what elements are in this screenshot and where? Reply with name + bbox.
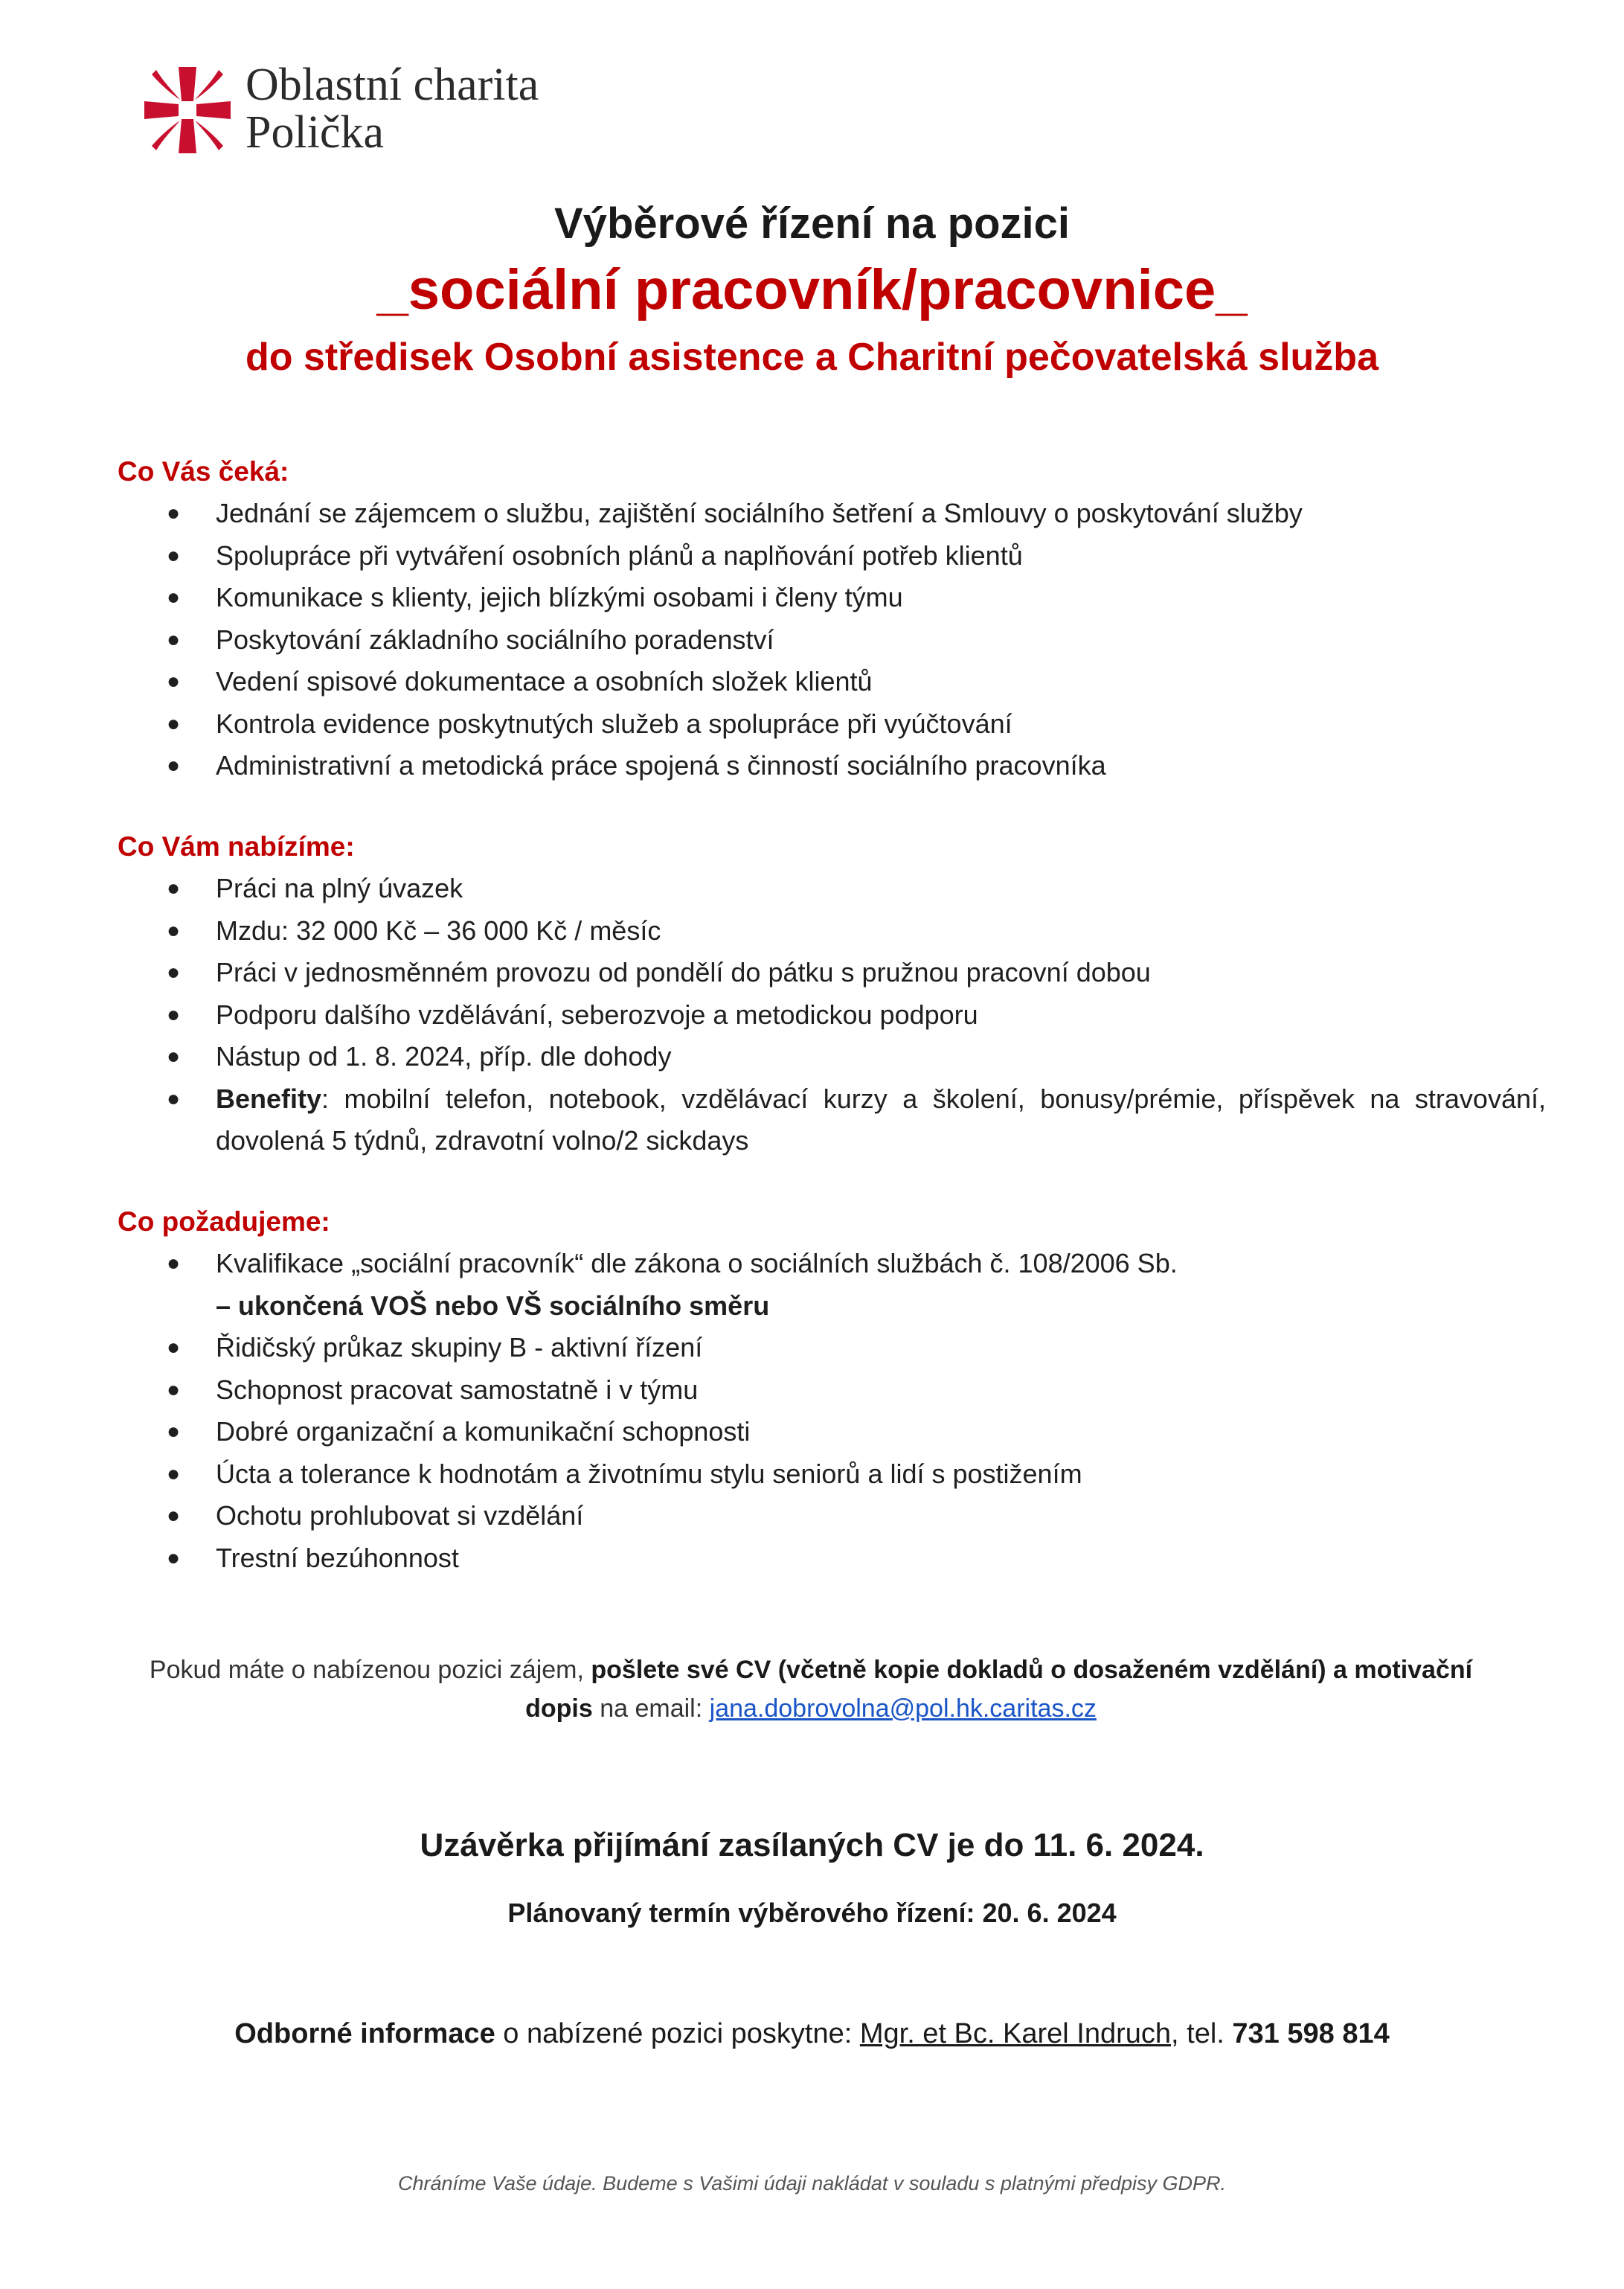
email-link[interactable]: jana.dobrovolna@pol.hk.caritas.cz — [709, 1694, 1097, 1723]
contact-person: Mgr. et Bc. Karel Indruch — [859, 2018, 1172, 2049]
centers-subtitle: do středisek Osobní asistence a Charitní pečovatelská služba — [245, 336, 1379, 379]
bullet-icon: ● — [167, 627, 181, 652]
bullet-icon: ● — [167, 1503, 181, 1528]
offer-list — [118, 868, 1546, 1162]
section-heading: Co požadujeme: — [118, 1206, 330, 1237]
bullet-icon: ● — [167, 542, 181, 568]
bullet-icon: ● — [167, 753, 181, 778]
list-item: ● Administrativní a metodická práce spojená s činností sociálního pracovníka — [118, 745, 1546, 787]
bullet-icon: ● — [167, 669, 181, 694]
list-item: ● Ochotu prohlubovat si vzdělání — [118, 1495, 1546, 1537]
list-item: ● Úcta a tolerance k hodnotám a životnímu stylu seniorů a lidí s postižením — [118, 1453, 1546, 1496]
bullet-icon: ● — [167, 1545, 181, 1570]
list-item: ● Schopnost pracovat samostatně i v týmu — [118, 1369, 1546, 1412]
title-block — [0, 195, 1624, 387]
contact-bold: pošlete své CV (včetně kopie dokladů o dosaženém vzdělání) a motivační dopis — [525, 1656, 1473, 1723]
logo-line-2: Polička — [245, 107, 384, 158]
bullet-icon: ● — [167, 1461, 181, 1486]
logo-line-1: Oblastní charita — [245, 60, 539, 110]
bullet-icon: ● — [167, 960, 181, 985]
qualification-sub: – ukončená VOŠ nebo VŠ sociálního směru — [216, 1290, 770, 1321]
bullet-icon: ● — [167, 1002, 181, 1027]
bullet-icon: ● — [167, 1086, 181, 1111]
phone-number: 731 598 814 — [1232, 2018, 1390, 2049]
list-item: ● Nástup od 1. 8. 2024, příp. dle dohody — [118, 1036, 1546, 1078]
list-item-benefits — [118, 1078, 1546, 1162]
position-title: _sociální pracovník/pracovnice_ — [376, 258, 1248, 321]
list-item: ● Spolupráce při vytváření osobních plánů a naplňování potřeb klientů — [118, 535, 1546, 577]
benefits-text: : mobilní telefon, notebook, vzdělávací kurzy a školení, bonusy/prémie, příspěvek na stravování, dovolená 5 týdnů, zdravotní volno/2 sickdays — [216, 1083, 1546, 1156]
list-item: ● Trestní bezúhonnost — [118, 1537, 1546, 1580]
info-line: Odborné informace o nabízené pozici poskytne: Mgr. et Bc. Karel Indruch, tel. 731 598 814 — [234, 2018, 1390, 2049]
list-item: ● Řidičský průkaz skupiny B - aktivní řízení — [118, 1327, 1546, 1369]
logo-text — [245, 61, 539, 156]
gdpr-note: Chráníme Vaše údaje. Budeme s Vašimi údaji nakládat v souladu s platnými předpisy GDPR. — [397, 2172, 1227, 2194]
section-offer — [118, 826, 1546, 1162]
list-item: ● Mzdu: 32 000 Kč – 36 000 Kč / měsíc — [118, 910, 1546, 953]
bullet-icon: ● — [167, 711, 181, 736]
section-awaits — [118, 451, 1546, 787]
contact-paragraph: Pokud máte o nabízenou pozici zájem, pošlete své CV (včetně kopie dokladů o dosaženém vzdělání) a motivační dopis na email: jana.dobrovolna@pol.hk.caritas.cz — [149, 1656, 1473, 1723]
list-item: ● Poskytování základního sociálního poradenství — [118, 619, 1546, 662]
list-item-qualification: ● Kvalifikace „sociální pracovník“ dle zákona o sociálních službách č. 108/2006 Sb. – ukončená VOŠ nebo VŠ sociálního směru — [118, 1243, 1546, 1327]
section-heading: Co Vám nabízíme: — [118, 831, 355, 862]
list-item: ● Podporu dalšího vzdělávání, seberozvoje a metodickou podporu — [118, 994, 1546, 1037]
list-item: ● Komunikace s klienty, jejich blízkými osobami i členy týmu — [118, 577, 1546, 619]
bullet-icon: ● — [167, 918, 181, 943]
list-item: ● Práci v jednosměnném provozu od pondělí do pátku s pružnou pracovní dobou — [118, 952, 1546, 994]
list-item: ● Dobré organizační a komunikační schopnosti — [118, 1411, 1546, 1453]
deadline-text: Uzávěrka přijímání zasílaných CV je do 11. 6. 2024. — [420, 1827, 1204, 1863]
bullet-icon: ● — [167, 501, 181, 525]
benefits-label: Benefity — [216, 1083, 322, 1114]
list-item: ● Kontrola evidence poskytnutých služeb a spolupráce při vyúčtování — [118, 703, 1546, 746]
requirements-list — [118, 1243, 1546, 1579]
bullet-icon: ● — [167, 585, 181, 609]
bullet-icon: ● — [167, 1419, 181, 1444]
bullet-icon: ● — [167, 1377, 181, 1402]
list-item: ● Jednání se zájemcem o službu, zajištění sociálního šetření a Smlouvy o poskytování služby — [118, 493, 1546, 535]
section-requirements — [118, 1201, 1546, 1579]
page-title: Výběrové řízení na pozici — [554, 199, 1070, 248]
logo — [141, 60, 662, 164]
list-item: ● Vedení spisové dokumentace a osobních složek klientů — [118, 661, 1546, 703]
bullet-icon: ● — [167, 1335, 181, 1360]
planned-date-text: Plánovaný termín výběrového řízení: 20. 6. 2024 — [507, 1898, 1117, 1928]
bullet-icon: ● — [167, 876, 181, 900]
list-item: ● Práci na plný úvazek — [118, 868, 1546, 910]
bullet-icon: ● — [167, 1044, 181, 1069]
awaits-list — [118, 493, 1546, 787]
section-heading: Co Vás čeká: — [118, 456, 289, 487]
bullet-icon: ● — [167, 1251, 181, 1275]
caritas-cross-icon — [141, 64, 234, 156]
